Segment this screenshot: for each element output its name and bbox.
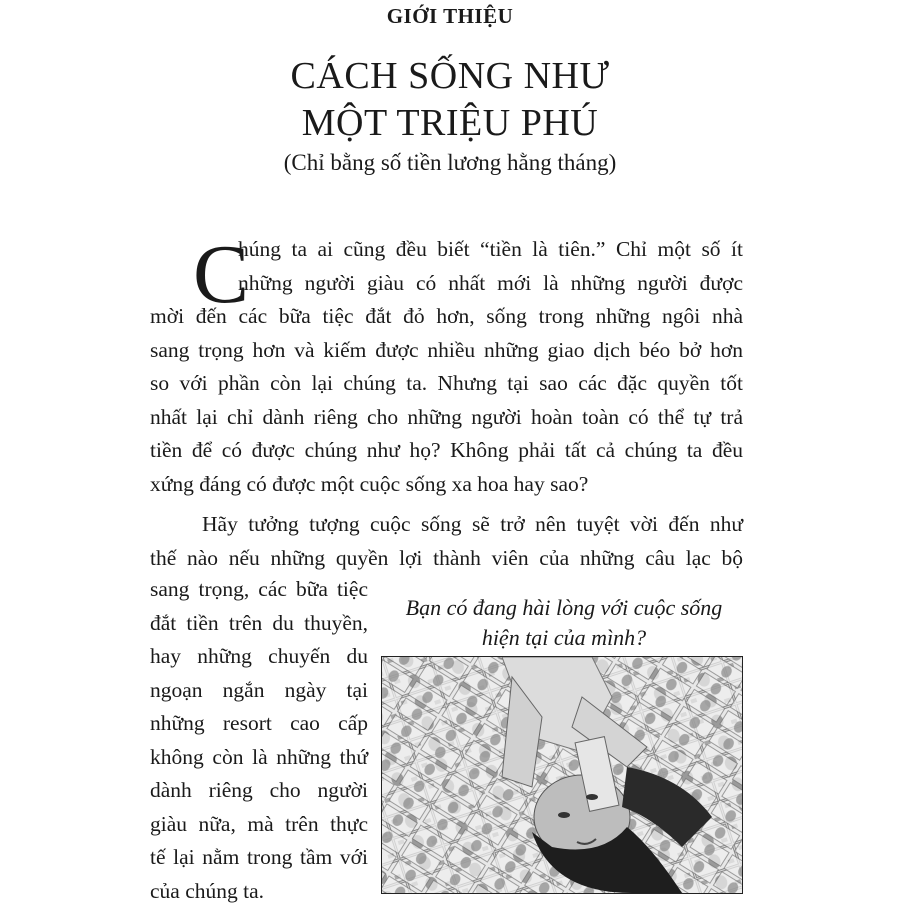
paragraph-line: tế lại nằm trong tầm với: [150, 841, 368, 875]
paragraph-line: húng ta ai cũng đều biết “tiền là tiên.” Chỉ một số ít: [150, 233, 743, 267]
chapter-title-line-2: MỘT TRIỆU PHÚ: [0, 100, 900, 146]
paragraph-line: không còn là những thứ: [150, 741, 368, 775]
paragraph-line: so với phần còn lại chúng ta. Nhưng tại sao các đặc quyền tốt: [150, 367, 743, 401]
paragraph-line: đắt tiền trên du thuyền,: [150, 607, 368, 641]
paragraph-line: tiền để có được chúng như họ? Không phải tất cả chúng ta đều: [150, 434, 743, 468]
paragraph-line: giàu nữa, mà trên thực: [150, 808, 368, 842]
paragraph-line: mời đến các bữa tiệc đắt đỏ hơn, sống trong những ngôi nhà: [150, 300, 743, 334]
paragraph-line: thế nào nếu những quyền lợi thành viên của những câu lạc bộ: [150, 542, 743, 576]
money-photo: [381, 656, 743, 894]
chapter-title-line-1: CÁCH SỐNG NHƯ: [0, 53, 900, 99]
drop-cap: C: [193, 233, 249, 317]
paragraph-2-wrapped: [150, 573, 368, 908]
paragraph-line: hay những chuyến du: [150, 640, 368, 674]
paragraph-line: ngoạn ngắn ngày tại: [150, 674, 368, 708]
caption-line: hiện tại của mình?: [385, 623, 743, 653]
paragraph-line: những người giàu có nhất mới là những người được: [150, 267, 743, 301]
caption-line: Bạn có đang hài lòng với cuộc sống: [385, 593, 743, 623]
paragraph-line: Hãy tưởng tượng cuộc sống sẽ trở nên tuyệt vời đến như: [150, 508, 743, 542]
photo-illustration: [382, 657, 742, 893]
paragraph-1: [150, 233, 743, 501]
paragraph-line: của chúng ta.: [150, 875, 368, 908]
paragraph-line: xứng đáng có được một cuộc sống xa hoa hay sao?: [150, 468, 743, 502]
chapter-subtitle: (Chỉ bằng số tiền lương hằng tháng): [0, 150, 900, 176]
section-label: GIỚI THIỆU: [0, 4, 900, 29]
paragraph-line: sang trọng hơn và kiếm được nhiều những giao dịch béo bở hơn: [150, 334, 743, 368]
paragraph-line: nhất lại chỉ dành riêng cho những người hoàn toàn có thể tự trả: [150, 401, 743, 435]
paragraph-2: [150, 508, 743, 575]
paragraph-line: dành riêng cho người: [150, 774, 368, 808]
paragraph-line: sang trọng, các bữa tiệc: [150, 573, 368, 607]
figure-caption: [385, 593, 743, 653]
paragraph-line: những resort cao cấp: [150, 707, 368, 741]
